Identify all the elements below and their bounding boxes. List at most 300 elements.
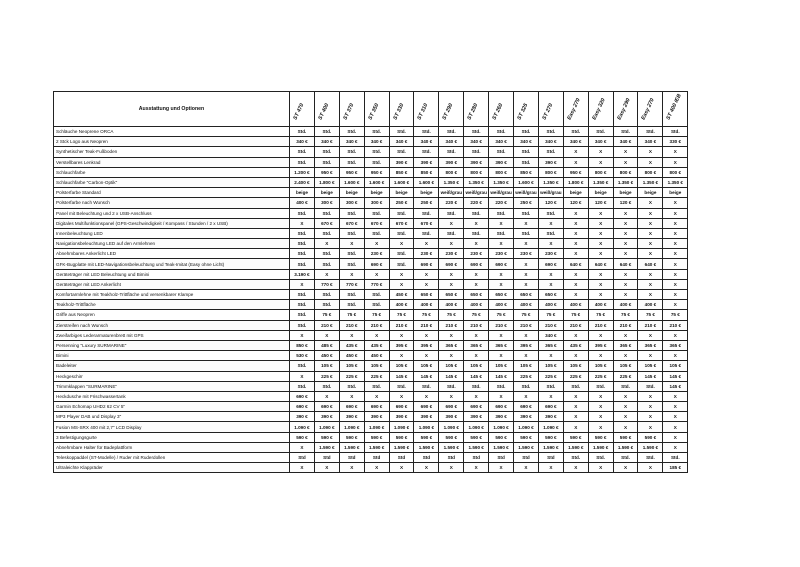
model-name: ST 350 [367,102,381,121]
price-cell: X [563,422,588,432]
price-cell: Std. [290,249,315,259]
price-cell: 1.350 € [663,177,688,187]
price-cell: 225 € [563,371,588,381]
price-cell: X [663,218,688,228]
price-cell: X [290,371,315,381]
table-row [54,330,688,340]
price-cell: 365 € [439,340,464,350]
price-cell: Std [439,453,464,463]
option-label: Trimmklappen "SURMARINE" [54,381,290,391]
price-cell: 120 € [588,198,613,208]
price-cell: X [613,391,638,401]
price-cell: Std [314,453,339,463]
price-cell: X [613,239,638,249]
price-cell: 395 € [588,340,613,350]
price-cell: X [389,269,414,279]
price-cell: Std. [538,127,563,137]
table-row [54,137,688,147]
price-cell: 670 € [414,218,439,228]
table-row [54,218,688,228]
price-cell: X [538,269,563,279]
price-cell: weiß/grau [464,188,489,198]
price-cell: 105 € [464,361,489,371]
table-row [54,320,688,330]
price-cell: Std. [290,300,315,310]
price-cell: 340 € [538,137,563,147]
price-cell: Std. [389,249,414,259]
price-cell: X [613,463,638,473]
table-row [54,442,688,452]
price-cell: 690 € [414,402,439,412]
price-cell: X [514,239,539,249]
option-label: Geräteträger mit LED Ankerlicht [54,279,290,289]
price-cell: 75 € [563,310,588,320]
price-cell: 210 € [613,320,638,330]
price-cell: 390 € [514,412,539,422]
price-cell: X [389,351,414,361]
price-cell: 230 € [489,249,514,259]
price-cell: 650 € [464,290,489,300]
price-cell: X [663,391,688,401]
price-cell: 1.090 € [439,422,464,432]
option-label: Teakholz-Trittfläche [54,300,290,310]
price-cell: X [514,463,539,473]
price-cell: 1.590 € [314,442,339,452]
price-cell: Std. [364,300,389,310]
price-cell: X [563,218,588,228]
price-cell: 800 € [489,167,514,177]
price-cell: X [489,269,514,279]
price-cell: Std. [290,208,315,218]
price-cell: 1.600 € [364,177,389,187]
price-cell: 1.590 € [489,442,514,452]
price-cell: Std. [364,147,389,157]
price-cell: Std. [364,381,389,391]
price-cell: X [613,279,638,289]
price-cell: Std. [439,147,464,157]
price-cell: Std [389,453,414,463]
price-cell: 105 € [414,361,439,371]
price-cell: X [414,463,439,473]
price-cell: Std. [414,127,439,137]
price-cell: 145 € [414,371,439,381]
price-cell: Std. [613,453,638,463]
price-cell: 435 € [563,340,588,350]
option-label: Fusion MS-SRX 400 mit 2,7" LCD Display [54,422,290,432]
price-cell: 530 € [290,351,315,361]
price-cell: Std. [290,239,315,249]
price-cell: X [538,218,563,228]
price-cell: 210 € [538,320,563,330]
price-cell: X [638,157,663,167]
price-cell: 650 € [489,290,514,300]
price-cell: 3.190 € [290,269,315,279]
price-cell: X [638,351,663,361]
price-cell: X [638,402,663,412]
price-cell: 75 € [339,310,364,320]
price-cell: 105 € [364,361,389,371]
price-cell: X [663,157,688,167]
price-cell: 390 € [538,157,563,167]
price-cell: Std. [464,381,489,391]
price-cell: 225 € [364,371,389,381]
option-label: Garmin Echomap UHD2 62 CV 5" [54,402,290,412]
price-cell: 400 € [414,300,439,310]
table-row [54,239,688,249]
price-cell: 250 € [414,198,439,208]
price-cell: Std. [464,147,489,157]
price-cell: X [613,157,638,167]
price-cell: 185 € [663,463,688,473]
price-cell: Std. [339,300,364,310]
price-cell: 330 € [663,137,688,147]
model-header [290,92,315,127]
price-cell: 1.590 € [339,442,364,452]
price-cell: Std. [314,147,339,157]
price-cell: Std. [489,147,514,157]
price-cell: Std. [588,381,613,391]
price-cell: 1.090 € [514,422,539,432]
model-header [638,92,663,127]
price-cell: X [588,422,613,432]
price-cell: 105 € [514,361,539,371]
price-cell: 210 € [588,320,613,330]
price-cell: 340 € [613,137,638,147]
price-cell: Std. [364,290,389,300]
table-row [54,300,688,310]
price-cell: X [538,239,563,249]
price-cell: 2.400 € [290,177,315,187]
price-cell: Std. [290,290,315,300]
price-cell: X [389,463,414,473]
model-name: Easy 320 [591,97,607,121]
price-cell: 340 € [464,137,489,147]
equipment-header: Ausstattung und Optionen [54,92,290,127]
price-cell: Std. [588,453,613,463]
price-cell: Std. [489,208,514,218]
price-cell: 1.090 € [339,422,364,432]
price-cell: 1.590 € [389,442,414,452]
price-cell: X [389,279,414,289]
price-cell: 390 € [389,412,414,422]
price-cell: 800 € [638,167,663,177]
price-cell: Std. [389,147,414,157]
price-cell: X [314,463,339,473]
price-cell: X [290,330,315,340]
table-row [54,177,688,187]
price-cell: 75 € [489,310,514,320]
price-cell: X [613,402,638,412]
price-cell: X [364,463,389,473]
price-cell: X [663,269,688,279]
price-cell: 690 € [414,259,439,269]
price-cell: Std [414,453,439,463]
table-row [54,290,688,300]
table-row [54,310,688,320]
price-cell: X [613,330,638,340]
table-row [54,269,688,279]
table-row [54,361,688,371]
price-cell: 105 € [613,361,638,371]
price-cell: 400 € [563,300,588,310]
price-cell: Std. [314,208,339,218]
option-label: Persenning "Luxury SURMARINE" [54,340,290,350]
price-cell: X [464,391,489,401]
price-cell: 145 € [464,371,489,381]
price-cell: Std. [514,381,539,391]
price-cell: X [489,330,514,340]
price-cell: 650 € [439,290,464,300]
price-cell: 1.590 € [364,442,389,452]
price-cell: X [389,391,414,401]
price-cell: 690 € [489,402,514,412]
price-cell: 1.590 € [638,442,663,452]
price-cell: X [588,412,613,422]
option-label: Teleskoppaddel (ST-Modelle) / Ruder mit Ruderdollen [54,453,290,463]
price-cell: 390 € [439,157,464,167]
model-header [439,92,464,127]
price-cell: 210 € [464,320,489,330]
price-cell: Std. [314,249,339,259]
price-cell: X [489,279,514,289]
price-cell: 1.350 € [439,177,464,187]
price-cell: 1.350 € [464,177,489,187]
model-header [613,92,638,127]
table-row [54,157,688,167]
price-cell: X [538,463,563,473]
table-row [54,402,688,412]
model-header [489,92,514,127]
price-cell: X [663,422,688,432]
price-cell: 225 € [314,371,339,381]
price-cell: beige [290,188,315,198]
option-label: Heckgeschirr [54,371,290,381]
table-row [54,371,688,381]
price-cell: X [439,279,464,289]
price-cell: 690 € [389,402,414,412]
price-cell: Std [464,453,489,463]
price-cell: Std. [290,127,315,137]
price-cell: weiß/grau [439,188,464,198]
price-cell: 690 € [314,402,339,412]
price-cell: Std. [290,157,315,167]
price-cell: X [290,218,315,228]
price-cell: X [663,198,688,208]
price-cell: X [663,259,688,269]
price-cell: X [588,351,613,361]
price-cell: Std. [538,228,563,238]
price-cell: X [638,412,663,422]
price-cell: X [638,269,663,279]
price-cell: Std. [389,381,414,391]
price-cell: 210 € [663,320,688,330]
price-cell: Std. [314,300,339,310]
table-row [54,208,688,218]
price-cell: 220 € [489,198,514,208]
price-cell: Std. [314,228,339,238]
price-cell: Std. [290,320,315,330]
price-cell: 390 € [489,412,514,422]
table-row [54,259,688,269]
price-cell: X [364,239,389,249]
price-cell: X [663,402,688,412]
price-cell: 210 € [364,320,389,330]
price-cell: 400 € [514,300,539,310]
price-cell: 390 € [339,412,364,422]
price-cell: Std. [290,228,315,238]
price-cell: 250 € [514,198,539,208]
price-cell: 590 € [489,432,514,442]
price-cell: Std. [613,381,638,391]
price-cell: X [613,218,638,228]
price-cell: X [464,269,489,279]
price-cell: X [439,218,464,228]
price-cell: X [389,239,414,249]
price-cell: 390 € [414,412,439,422]
price-cell: Std [538,453,563,463]
price-cell: 145 € [638,371,663,381]
price-cell: 340 € [563,137,588,147]
model-name: ST 370 [342,102,356,121]
price-cell: 590 € [514,432,539,442]
price-cell: 230 € [439,249,464,259]
price-cell: 1.090 € [464,422,489,432]
option-label: Schlauchfarbe [54,167,290,177]
option-label: 2 Stck Logo aus Neopren [54,137,290,147]
model-name: ST 270 [541,102,555,121]
price-cell: X [514,218,539,228]
price-cell: beige [314,188,339,198]
price-cell: X [563,402,588,412]
price-cell: Std. [489,127,514,137]
price-cell: 1.600 € [339,177,364,187]
price-cell: 950 € [364,167,389,177]
price-cell: 230 € [464,249,489,259]
price-cell: 590 € [389,432,414,442]
price-cell: 690 € [290,402,315,412]
price-cell: X [439,463,464,473]
price-cell: Std. [638,127,663,137]
price-cell: X [663,208,688,218]
price-cell: X [588,239,613,249]
price-cell: Std. [339,157,364,167]
price-cell: 690 € [538,402,563,412]
price-cell: 75 € [613,310,638,320]
price-cell: beige [414,188,439,198]
price-cell: 690 € [439,402,464,412]
price-cell: 230 € [414,249,439,259]
price-cell: 1.090 € [538,422,563,432]
price-cell: Std. [439,381,464,391]
price-cell: Std. [538,208,563,218]
price-cell: 340 € [514,137,539,147]
option-label: Zweifarbiges Lederarmaturenbrett mit GPS [54,330,290,340]
price-cell: 225 € [514,371,539,381]
price-cell: 210 € [563,320,588,330]
price-cell: Std. [464,208,489,218]
price-cell: 105 € [638,361,663,371]
price-cell: 105 € [663,361,688,371]
price-cell: X [439,391,464,401]
price-cell: 105 € [389,361,414,371]
table-row [54,249,688,259]
price-cell: 650 € [538,290,563,300]
price-cell: X [414,330,439,340]
price-cell: Std [514,453,539,463]
price-cell: Std. [339,147,364,157]
price-cell: 365 € [638,340,663,350]
price-cell: Std. [663,453,688,463]
price-cell: Std. [339,127,364,137]
price-cell: X [613,351,638,361]
price-cell: 1.090 € [389,422,414,432]
price-cell: 210 € [514,320,539,330]
price-cell: 770 € [364,279,389,289]
price-cell: 690 € [489,259,514,269]
price-cell: X [663,249,688,259]
price-cell: 1.590 € [514,442,539,452]
price-cell: X [613,147,638,157]
price-cell: X [613,249,638,259]
price-cell: X [663,279,688,289]
price-cell: X [588,402,613,412]
option-label: Innenbeleuchtung LED [54,228,290,238]
price-cell: X [663,330,688,340]
price-cell: Std. [314,157,339,167]
price-cell: X [638,147,663,157]
price-cell: X [663,351,688,361]
price-cell: 75 € [638,310,663,320]
price-cell: 75 € [414,310,439,320]
option-label: Digitales Multifunktionspanel (GPS-Geschwindigkeit / Kompass / Stunden / 2 x USB) [54,218,290,228]
price-cell: 210 € [638,320,663,330]
price-cell: 590 € [414,432,439,442]
price-cell: 230 € [364,249,389,259]
price-cell: 670 € [389,218,414,228]
model-name: ST 330 [392,102,405,121]
price-cell: 105 € [538,361,563,371]
price-cell: 640 € [638,259,663,269]
price-cell: 1.200 € [290,167,315,177]
price-cell: 105 € [339,361,364,371]
price-cell: beige [339,188,364,198]
price-cell: 640 € [563,259,588,269]
price-cell: X [514,391,539,401]
option-label: Komfortarmlehne mit Teakholz-Trittfläche und versenkbarer Klampe [54,290,290,300]
price-cell: Std. [663,127,688,137]
option-label: Polsterfarbe Standard [54,188,290,198]
price-cell: X [563,147,588,157]
price-cell: X [563,208,588,218]
price-cell: X [563,290,588,300]
price-cell: beige [588,188,613,198]
price-cell: 75 € [439,310,464,320]
price-cell: X [638,290,663,300]
price-cell: 450 € [364,351,389,361]
price-cell: 105 € [588,361,613,371]
price-cell: X [314,239,339,249]
price-cell: X [588,208,613,218]
option-label: Schlauchfarbe "Carbon-Optik" [54,177,290,187]
price-cell: 145 € [663,381,688,391]
model-header [389,92,414,127]
price-cell: Std. [464,228,489,238]
table-row [54,391,688,401]
price-cell: X [514,259,539,269]
price-cell: beige [638,188,663,198]
price-cell: Std [339,453,364,463]
price-cell: X [638,228,663,238]
